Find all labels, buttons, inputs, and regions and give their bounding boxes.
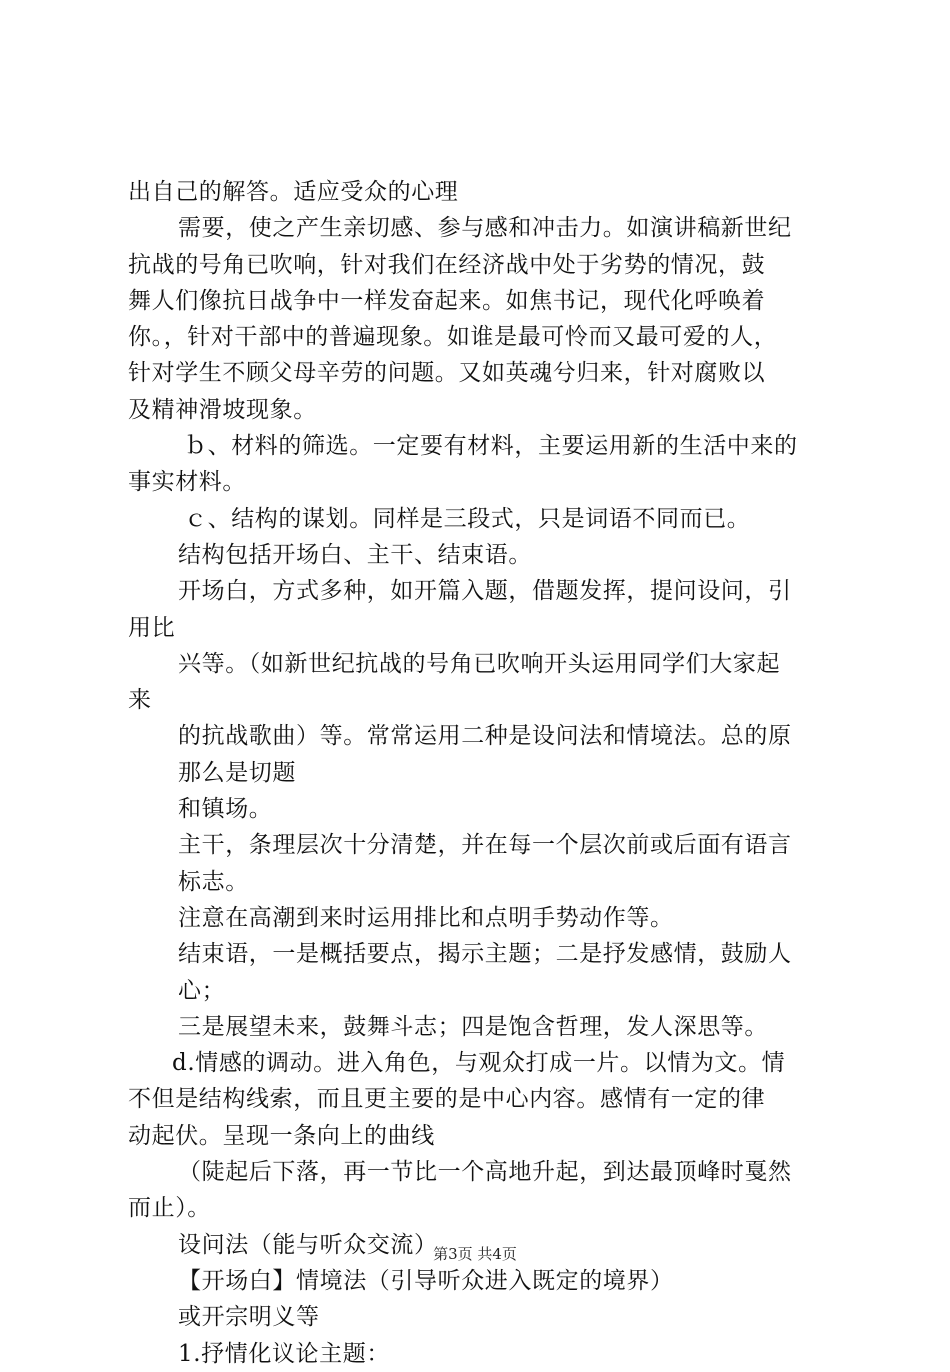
document-body	[128, 174, 840, 1372]
text-line: 需要，使之产生亲切感、参与感和冲击力。如演讲稿新世纪	[178, 215, 792, 242]
text-line: 而止）。	[128, 1195, 211, 1222]
text-line: 或开宗明义等	[178, 1304, 320, 1331]
text-line: 舞人们像抗日战争中一样发奋起来。如焦书记，现代化呼唤着	[128, 287, 766, 314]
text-line: 那么是切题	[178, 759, 296, 786]
text-line: 结构包括开场白、主干、结束语。	[178, 541, 532, 568]
text-line: 标志。	[178, 868, 249, 895]
text-line: （陡起后下落，再一节比一个高地升起，到达最顶峰时戛然	[178, 1159, 792, 1186]
text-line: 你。，针对干部中的普遍现象。如谁是最可怜而又最可爱的人，	[128, 324, 778, 351]
text-line: 三是展望未来，鼓舞斗志；四是饱含哲理，发人深思等。	[178, 1013, 768, 1040]
text-line: 结束语，一是概括要点，揭示主题；二是抒发感情，鼓励人	[178, 941, 792, 968]
text-line: 开场白，方式多种，如开篇入题，借题发挥，提问设问，引	[178, 578, 792, 605]
page-number: 第3页 共4页	[433, 1245, 517, 1263]
text-line: 出自己的解答。适应受众的心理	[128, 179, 459, 205]
text-line: 注意在高潮到来时运用排比和点明手势动作等。	[178, 904, 674, 931]
text-line: 不但是结构线索，而且更主要的是中心内容。感情有一定的律	[128, 1086, 766, 1113]
text-line: 心；	[178, 977, 226, 1004]
text-line: 及精神滑坡现象。	[128, 396, 317, 423]
text-line: d.情感的调动。进入角色，与观众打成一片。以情为文。情	[172, 1050, 786, 1077]
text-line: 的抗战歌曲）等。常常运用二种是设问法和情境法。总的原	[178, 723, 792, 750]
text-line: 设问法（能与听众交流）	[178, 1231, 438, 1258]
text-line: 1.抒情化议论主题：	[178, 1340, 390, 1367]
text-line: 抗战的号角已吹响，针对我们在经济战中处于劣势的情况，鼓	[128, 251, 766, 278]
text-line: 针对学生不顾父母辛劳的问题。又如英魂兮归来，针对腐败以	[128, 360, 766, 387]
text-line: 用比	[128, 614, 176, 641]
text-line: 和镇场。	[178, 796, 273, 823]
text-line: 来	[128, 687, 152, 714]
text-line: 事实材料。	[128, 469, 246, 496]
text-line: 动起伏。呈现一条向上的曲线	[128, 1122, 435, 1149]
text-line: 兴等。（如新世纪抗战的号角已吹响开头运用同学们大家起	[178, 650, 781, 677]
page-footer	[0, 1244, 950, 1264]
text-line: 主干，条理层次十分清楚，并在每一个层次前或后面有语言	[178, 832, 792, 859]
text-line: ｂ、材料的筛选。一定要有材料，主要运用新的生活中来的	[184, 433, 798, 460]
text-line: 【开场白】情境法（引导听众进入既定的境界）	[178, 1267, 674, 1294]
text-line: ｃ、结构的谋划。同样是三段式，只是词语不同而已。	[184, 505, 751, 532]
